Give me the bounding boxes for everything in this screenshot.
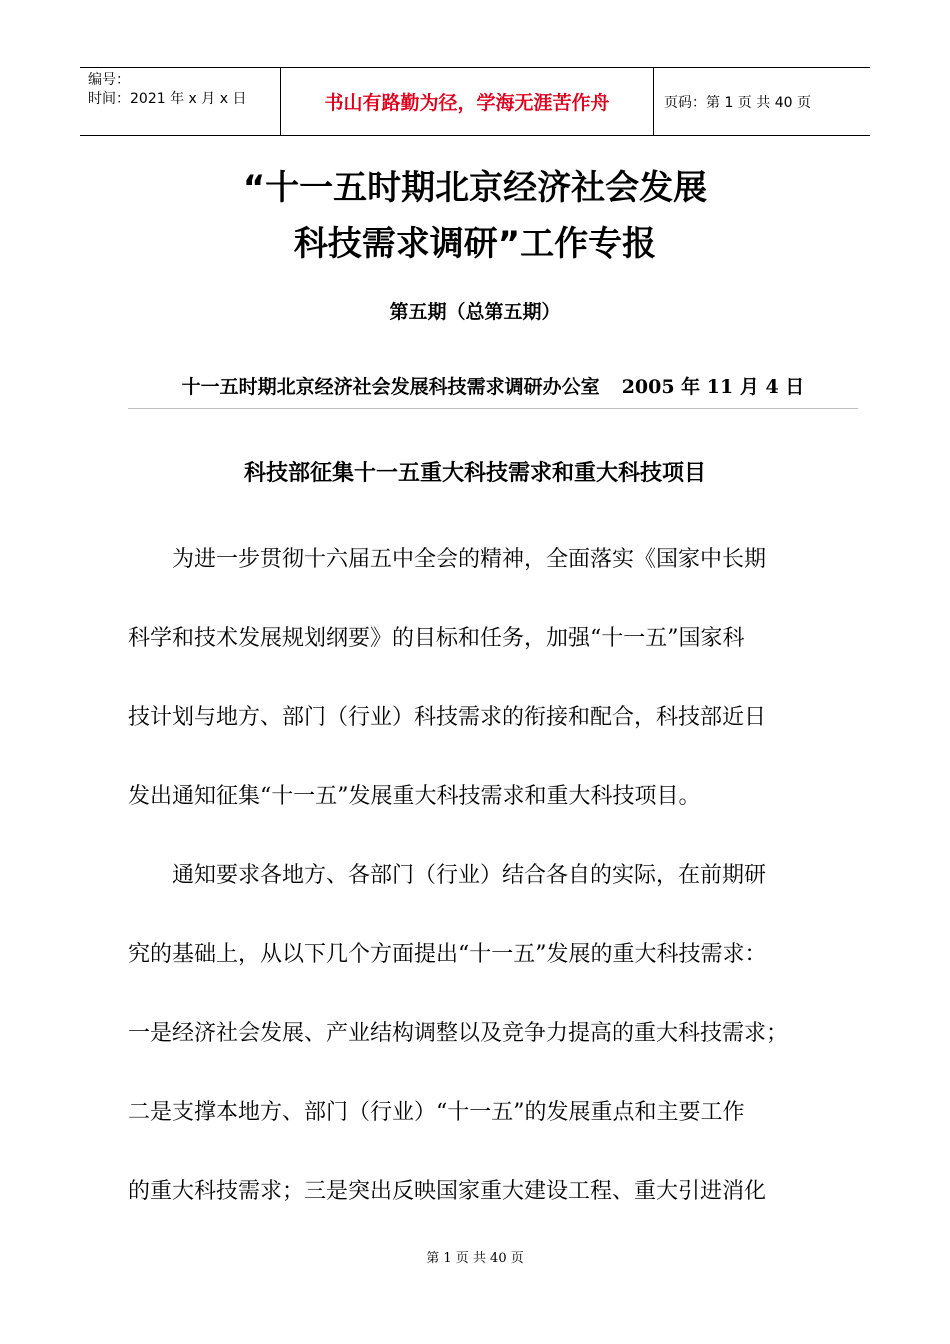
body-line: 发出通知征集“十一五”发展重大科技需求和重大科技项目。: [128, 784, 701, 809]
issue-number: 第五期（总第五期）: [389, 301, 561, 323]
header-meta: [80, 68, 280, 135]
body-line: 二是支撑本地方、部门（行业）“十一五”的发展重点和主要工作: [128, 1100, 745, 1125]
body-line: 科学和技术发展规划纲要》的目标和任务，加强“十一五”国家科: [128, 626, 745, 651]
office-line: [128, 372, 858, 399]
header-page-info: 页码：第 1 页 共 40 页: [664, 94, 811, 111]
body-line: 为进一步贯彻十六届五中全会的精神，全面落实《国家中长期: [128, 547, 767, 572]
body-line: 究的基础上，从以下几个方面提出“十一五”发展的重大科技需求：: [128, 942, 767, 967]
header-motto: 书山有路勤为径，学海无涯苦作舟: [280, 68, 654, 135]
body-line: 技计划与地方、部门（行业）科技需求的衔接和配合，科技部近日: [128, 705, 767, 730]
page-footer: 第 1 页 共 40 页: [426, 1251, 524, 1266]
body-line: 通知要求各地方、各部门（行业）结合各自的实际，在前期研: [128, 863, 767, 888]
body-line: 一是经济社会发展、产业结构调整以及竞争力提高的重大科技需求；: [128, 1021, 789, 1046]
title-line-2: 科技需求调研”工作专报: [293, 224, 657, 264]
article-title: 科技部征集十一五重大科技需求和重大科技项目: [243, 460, 706, 486]
office-name: 十一五时期北京经济社会发展科技需求调研办公室: [181, 376, 600, 398]
body-line: 的重大科技需求；三是突出反映国家重大建设工程、重大引进消化: [128, 1179, 767, 1204]
article-body: [128, 540, 822, 1251]
office-date: 2005 年 11 月 4 日: [621, 376, 805, 398]
title-line-1: “十一五时期北京经济社会发展: [242, 168, 708, 208]
document-time-label: 时间：2021 年 x 月 x 日: [88, 91, 247, 107]
document-number-label: 编号：: [88, 72, 130, 88]
document-header-table: [80, 67, 870, 136]
divider-rule: [128, 408, 858, 409]
document-title: [0, 160, 950, 272]
